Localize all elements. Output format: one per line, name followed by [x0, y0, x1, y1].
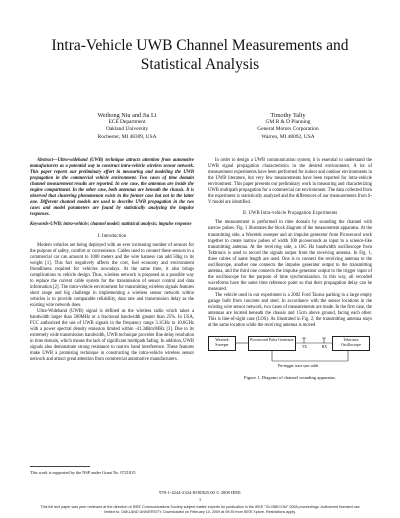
isbn-line: 978-1-4244-2324-8/08/$25.00 © 2008 IEEE: [159, 490, 241, 495]
left-column: [30, 158, 194, 364]
experiments-paragraph-2: The vehicle used in our experiment is a 2002 Ford Taurus parking in a large empty garage built from concrete and steel. In accordance with the sensor locations in the existing wire sensor network, two cases of measurements are made. In the first case, the antennas are located beneath the chassis and 15cm above ground, facing each other. This is line-of-sight case (LOS). As illustrated in Fig. 2, the transmitting antenna stays at the same location while the receiving antenna is moved: [208, 292, 372, 329]
experiments-paragraph-1: The measurement is performed in time domain by sounding the channel with narrow pulses. Fig. 1 illustrates the block diagram of the measurement apparatus. At the transmitting side, a Wavetek sweeper and an impulse generator from Picosecond work together to create narrow pulses of width 100 picoseconds as input to a science-like transmitting antenna. At the receiving side, a 10G Hz bandwidth oscilloscope from Tektronix is used to record the signals output from the receiving antenna. In Fig. 1, three cables of same length are used. One is to connect the receiving antenna to the oscilloscope, another one connects the impulse generator output to the transmitting antenna, and the third one connects the impulse generator output to the trigger input of the oscilloscope for the purpose of time synchronization. In this way, all recorded waveforms have the same time reference point so that their propagation delay can be measured.: [208, 220, 372, 292]
tx-antenna-icon: [302, 338, 306, 343]
author-block-1: [52, 112, 202, 141]
section-heading-introduction: I. Introduction: [97, 233, 127, 239]
intro-paragraph-3: In order to design a UWB communication system, it is essential to understand the UWB signal propagation characteristics in the desired environment. A lot of measurement experiments have been performed for indoor and outdoor environments in the UWB literature, but very few measurements have been reported for intra-vehicle environment. This paper presents our preliminary work in measuring and characterizing UWB multipath propagation for a commercial car environment. The data collected from the experiment is statistically analyzed and the differences of our measurements from S-V model are identified.: [208, 158, 372, 206]
section-heading-experiments: II. UWB Intra-vehicle Propagation Experiments: [242, 211, 338, 217]
author-name: Weihong Niu and Jia Li: [97, 112, 157, 119]
wavetek-sweeper-box: [208, 336, 236, 351]
publication-notice: This full text paper was peer reviewed at the direction of IEEE Communications Society subject matter experts for publication in the IEEE "GLOBECOM" 2008 proceedings. Authorized licensed use limited to: OAKLAND UNIVERSITY. Downloaded on February 10, 2009 at 09:39 from IEEE Xplore. Restrictions apply.: [40, 505, 360, 514]
keywords: Keywords-UWB; intra-vehicle; channel model; statistical analysis; impulse response: [30, 222, 192, 228]
figure-1-diagram: [208, 333, 372, 373]
abstract: Abstract—Ultra-wideband (UWB) technique attracts attention from automotive manufacturers as a potential way to construct intra-vehicle wireless sensor network. This paper reports our preliminary effort in measuring and modeling the UWB propagation in the commercial vehicle environment. Two cases of time domain channel measurement results are reported. In one case, the antennas are inside the engine compartment. In the other case, both antennas are beneath the chassis. It is observed that clustering phenomenon exists in the former case but not in the latter one. Different channel models are used to describe UWB propagation in the two cases and model parameters are found by statistically analyzing the impulse responses.: [30, 158, 194, 218]
figure-1-caption: Figure 1. Diagram of channel sounding apparatus.: [243, 375, 337, 381]
wavetek-sweeper-label: Wavetek Sweeper: [215, 338, 229, 347]
footnote-divider: [30, 466, 90, 467]
author-block-2: [213, 112, 363, 141]
author-address: Warren, MI 48092, USA: [261, 133, 315, 140]
author-dept: GM R & D Planning: [265, 119, 311, 126]
page-number: 1: [198, 497, 202, 502]
rx-label: RX: [322, 345, 327, 350]
oscilloscope-label: Tektronix Oscilloscope: [340, 338, 362, 347]
author-org: Oakland University: [105, 126, 149, 133]
author-org: General Motors Corporation: [257, 126, 319, 133]
author-dept: ECE Department: [108, 119, 146, 126]
right-column: [208, 158, 372, 381]
pulse-generator-box: [248, 336, 296, 351]
funding-footnote: This work is supported by the NSF under Grant No. 0721815.: [30, 470, 137, 475]
pulse-generator-label: Picosecond Pulse Generator: [250, 338, 294, 343]
author-address: Rochester, MI 48309, USA: [97, 133, 157, 140]
intro-paragraph-1: Modern vehicles are being deployed with an ever increasing number of sensors for the purpose of safety, comfort or convenience. Cables used to connect these sensors in a commercial car can amount to 1000 meters and the wire harness can add 50kg to its weight [1]. This fact negatively affects the cost, fuel economy and environment friendliness required for vehicles nowadays. At the same time, it also brings complications to vehicle design. Thus, wireless network is proposed as a possible way to replace the current cable system for the transmission of sensor control and data information [2]. The intra-vehicle environment for transmitting wireless signals features short range and big challenge in implementing a wireless sensor network within vehicles is to provide comparable reliability, data rate and transmission delay as the existing wire network does.: [30, 242, 194, 309]
tx-label: TX: [302, 345, 307, 350]
author-name: Timothy Talty: [270, 112, 306, 119]
intro-paragraph-2: Ultra-Wideband (UWB) signal is defined as the wireless radio which takes a bandwidth larger than 500MHz or a fractional bandwidth greater than 25%. In USA, FCC authorized the use of UWB signals in the frequency range 3.1GHz to 10.6GHz with a power spectral density emission limited within -41.3dBm/MHz [3]. Due to its extremely wide transmission bandwidth, UWB technique provides fine delay resolution in time domain, which means the lack of significant multipath fading. In addition, UWB signals also demonstrate strong resistance to narrow band interference. These features make UWB a promising technique in constructing the intra-vehicle wireless sensor network and attract great attention from commercial automotive manufacturers.: [30, 309, 194, 363]
trigger-cable-label: Pre-trigger, trace sync cable: [278, 364, 319, 369]
rx-antenna-icon: [322, 338, 326, 343]
oscilloscope-box: [332, 336, 370, 351]
paper-title: Intra-Vehicle UWB Channel Measurements and Statistical Analysis: [51, 37, 349, 73]
